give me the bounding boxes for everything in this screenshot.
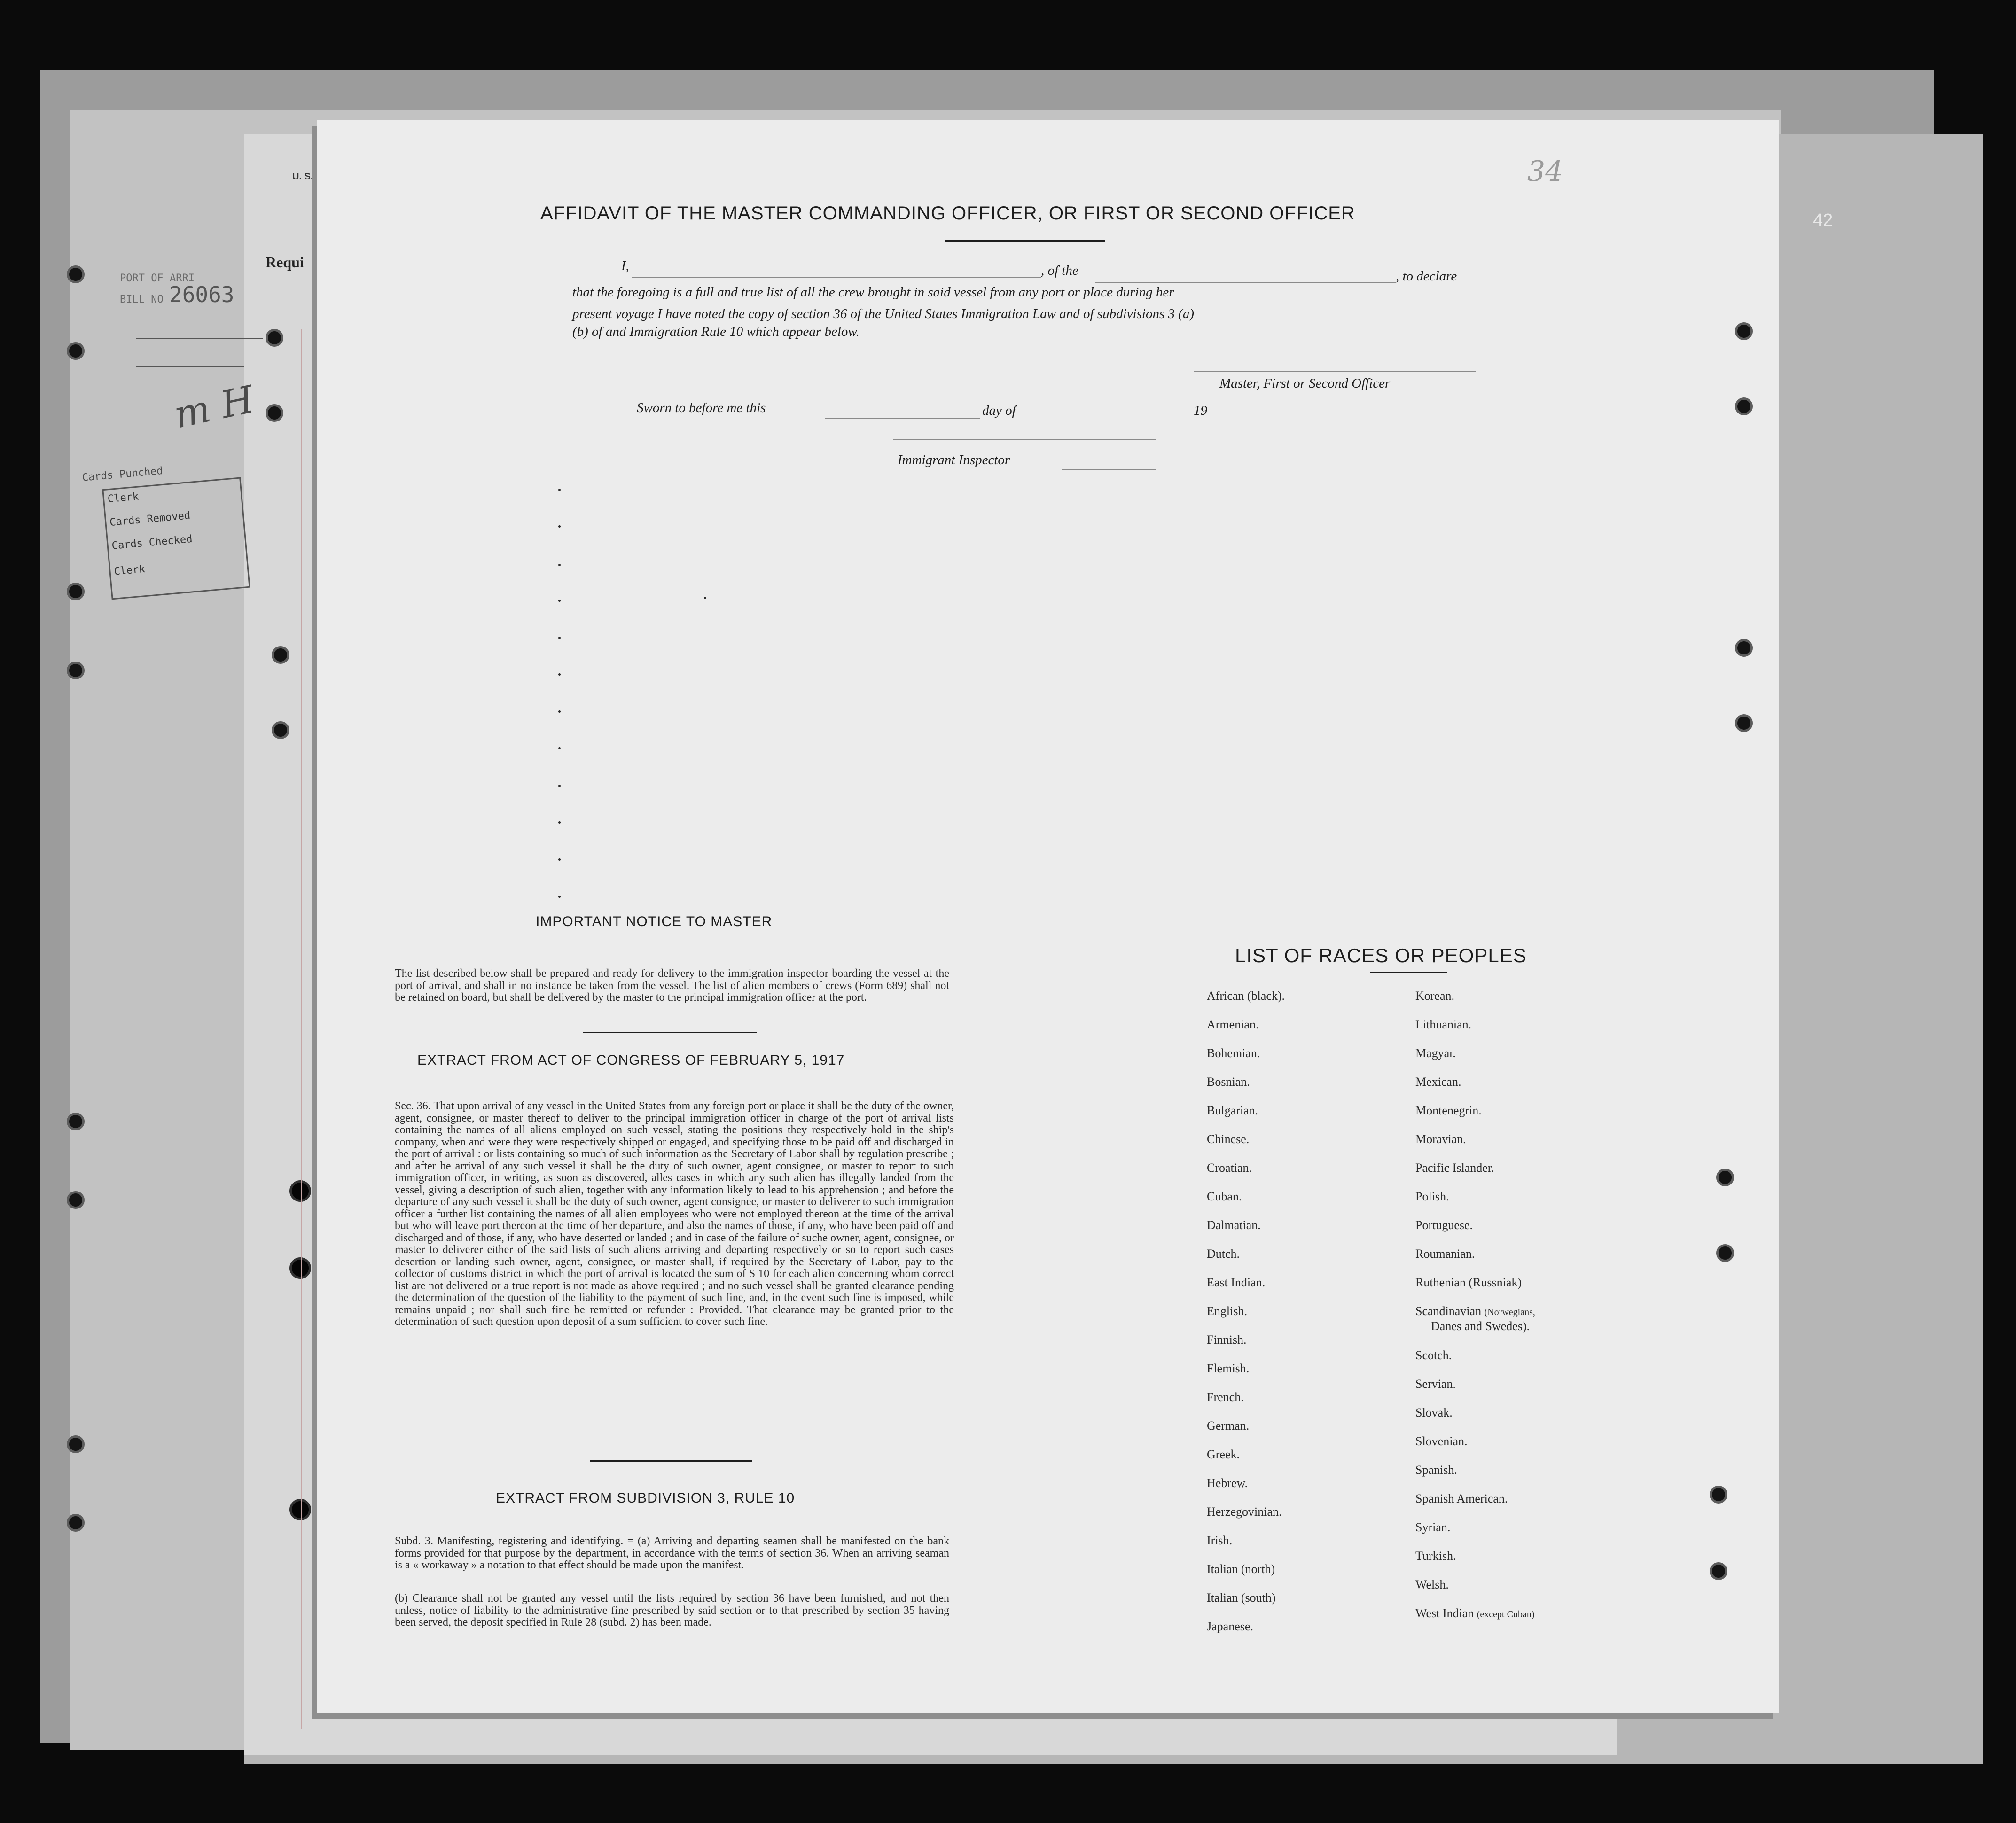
race-item: Bulgarian. <box>1207 1104 1258 1117</box>
bill-no-stamp: BILL NO <box>120 294 164 305</box>
race-item: Magyar. <box>1415 1046 1456 1060</box>
notice-title: IMPORTANT NOTICE TO MASTER <box>536 914 773 929</box>
column-dot <box>558 673 561 676</box>
cards-removed-label: Cards Removed <box>109 510 191 529</box>
race-note: (Norwegians, <box>1484 1307 1535 1317</box>
signature-label: Master, First or Second Officer <box>1219 376 1391 391</box>
cards-checked-label: Cards Checked <box>111 533 193 552</box>
race-item-west-indian <box>1415 1606 1535 1620</box>
inspector-signature-line <box>893 439 1156 440</box>
punch-hole <box>266 329 283 347</box>
column-dot <box>558 525 561 528</box>
punch-hole <box>289 1499 311 1520</box>
race-item: Scotch. <box>1415 1348 1452 1362</box>
handwritten-initials: m H <box>170 377 258 437</box>
affidavit-line-4: (b) of and Immigration Rule 10 which appear below. <box>572 324 860 339</box>
column-dot <box>558 489 561 491</box>
race-item: Slovenian. <box>1415 1434 1468 1448</box>
race-item: Welsh. <box>1415 1578 1449 1591</box>
affidavit-i-label: I, <box>621 258 629 273</box>
punch-hole <box>67 1435 85 1453</box>
act-rule <box>590 1460 752 1462</box>
column-dot <box>558 564 561 566</box>
race-item-scandinavian <box>1415 1304 1535 1318</box>
affidavit-line-3: present voyage I have noted the copy of section 36 of the United States Immigration Law and of subdivisions 3 (a) <box>572 306 1195 321</box>
races-title: LIST OF RACES OR PEOPLES <box>1235 944 1527 966</box>
cards-stamp-box <box>82 459 247 599</box>
column-dot <box>558 785 561 787</box>
race-item: Korean. <box>1415 989 1455 1003</box>
race-item: Japanese. <box>1207 1620 1253 1633</box>
race-item: English. <box>1207 1304 1247 1318</box>
race-item: Lithuanian. <box>1415 1018 1472 1031</box>
race-item: Polish. <box>1415 1190 1449 1203</box>
punch-hole <box>272 721 289 739</box>
punch-hole <box>1735 714 1753 732</box>
year-prefix: 19 <box>1194 403 1207 418</box>
affidavit-of-the: , of the <box>1041 263 1078 278</box>
race-item: Italian (north) <box>1207 1562 1275 1576</box>
race-item: Dutch. <box>1207 1247 1240 1261</box>
punch-hole <box>67 662 85 679</box>
race-item: Croatian. <box>1207 1161 1252 1175</box>
race-item: Portuguese. <box>1415 1218 1473 1232</box>
race-name: West Indian <box>1415 1606 1474 1620</box>
rule-title: EXTRACT FROM SUBDIVISION 3, RULE 10 <box>496 1490 795 1506</box>
race-item: African (black). <box>1207 989 1285 1003</box>
race-item: Mexican. <box>1415 1075 1461 1089</box>
inspector-label: Immigrant Inspector <box>898 452 1010 467</box>
clerk-label: Clerk <box>113 563 146 578</box>
signature-line <box>1194 371 1476 372</box>
race-item: Roumanian. <box>1415 1247 1475 1261</box>
rule-text-b: (b) Clearance shall not be granted any vessel until the lists required by section 36 have been furnished, and not then unless, notice of liability to the administrative fine prescribed by said section or to that prescribed by section 35 having been served, the deposit specified in Rule 28 (subd. 2) has been made. <box>395 1592 949 1628</box>
punch-hole <box>1710 1562 1727 1580</box>
us-label: U. S. <box>292 171 313 182</box>
page-number: 42 <box>1813 210 1833 230</box>
punch-hole <box>1716 1244 1734 1262</box>
race-item: Greek. <box>1207 1448 1240 1461</box>
race-item: Flemish. <box>1207 1362 1250 1375</box>
punch-hole <box>67 342 85 360</box>
day-of-label: day of <box>982 403 1016 418</box>
race-item: Montenegrin. <box>1415 1104 1482 1117</box>
race-item: Servian. <box>1415 1377 1456 1391</box>
stamp-line <box>136 338 263 339</box>
race-name: Scandinavian <box>1415 1304 1482 1318</box>
column-dot <box>558 747 561 749</box>
race-item: Hebrew. <box>1207 1476 1248 1490</box>
race-item: Irish. <box>1207 1534 1233 1547</box>
race-item: East Indian. <box>1207 1276 1266 1289</box>
column-dot <box>558 896 561 898</box>
race-item: Turkish. <box>1415 1549 1456 1563</box>
race-item: Ruthenian (Russniak) <box>1415 1276 1522 1289</box>
race-item: Chinese. <box>1207 1132 1250 1146</box>
punch-hole <box>67 1113 85 1130</box>
sworn-label: Sworn to before me this <box>637 400 766 415</box>
race-item: Italian (south) <box>1207 1591 1276 1605</box>
column-dot <box>558 710 561 713</box>
port-of-arrival-stamp: PORT OF ARRI <box>120 273 195 284</box>
race-item: Slovak. <box>1415 1406 1453 1419</box>
race-item: Cuban. <box>1207 1190 1242 1203</box>
heading-rule <box>945 240 1105 242</box>
race-item: Dalmatian. <box>1207 1218 1261 1232</box>
punch-hole <box>289 1180 311 1202</box>
act-text: Sec. 36. That upon arrival of any vessel in the United States from any foreign port or place it shall be the duty of the owner, agent, consignee, or master thereof to deliver to the principal immigration officer in charge of the port of arrival lists containing the names of all aliens employed on such vessel, stating the positions they respectively hold in the ship's company, when and were they were respectively shipped or engaged, and specifying those to be paid off and discharged in the port of arrival : or lists containing so much of such information as the Secretary of Labor shall by regulation prescribe ; and after he arrival of any such vessel it shall be the duty of such owner, agent consignee, or master to report to such immigration officer, in writing, as soon as discovered, alles cases in which any such alien has illegally landed from the vessel, giving a description of such alien, together with any information likely to lead to his apprehension ; and before the departure of any such vessel it shall be the duty of such owner, agent consignee, or master to deliverer to such immigration officer a further list containing the names of all alien employees who were not employed thereon at the time of the arrival but who will leave port thereon at the time of her departure, and also the names of those, if any, who have been paid off and discharged and of those, if any, who have deserted or landed ; and in case of the failure of suche owner, agent, consignee, or master to deliverer either of the said lists of such aliens arriving and departing respectively or so to report such cases desertion or landing such owner, agent, consignee, or master shall, if required by the Secretary of Labor, pay to the collector of customs district in which the port of arrival is located the sum of $ 10 for each alien concerning whom correct list are not delivered or a true report is not made as above required ; and no such vessel shall be granted clearance pending the determination of the question of the liability to the payment of such fine, and, in the event such fine is imposed, while remains unpaid ; nor shall such fine be remitted or refunder : Provided. That clearance may be granted prior to the determination of such question upon deposit of a sum sufficient to cover such fine. <box>395 1100 954 1328</box>
race-item: Spanish. <box>1415 1463 1457 1477</box>
column-dot <box>558 637 561 639</box>
vessel-field-line <box>1095 282 1396 283</box>
races-rule <box>1370 972 1447 973</box>
affidavit-line-2: that the foregoing is a full and true list of all the crew brought in said vessel from any port or place during her <box>572 285 1174 300</box>
act-title: EXTRACT FROM ACT OF CONGRESS OF FEBRUARY 5, 1917 <box>417 1052 845 1068</box>
race-item: Moravian. <box>1415 1132 1466 1146</box>
rule-text-a: Subd. 3. Manifesting, registering and identifying. = (a) Arriving and departing seamen shall be manifested on the bank forms provided for that purpose by the department, in accordance with the terms of section 36. When an arriving seaman is a « workaway » a notation to that effect should be made upon the manifest. <box>395 1535 949 1571</box>
punch-hole <box>1710 1486 1727 1504</box>
notice-rule <box>583 1032 757 1033</box>
punch-hole <box>1735 322 1753 340</box>
race-item: Herzegovinian. <box>1207 1505 1282 1519</box>
punch-hole <box>266 404 283 422</box>
punch-hole <box>67 1191 85 1209</box>
handwritten-mark: 34 <box>1527 155 1563 188</box>
race-item: Armenian. <box>1207 1018 1259 1031</box>
bill-number: 26063 <box>169 282 234 307</box>
race-item: Pacific Islander. <box>1415 1161 1494 1175</box>
race-item: Bosnian. <box>1207 1075 1250 1089</box>
race-item: Bohemian. <box>1207 1046 1260 1060</box>
affidavit-heading: AFFIDAVIT OF THE MASTER COMMANDING OFFICER, OR FIRST OR SECOND OFFICER <box>540 203 1355 224</box>
affidavit-to-declare: , to declare <box>1396 269 1457 284</box>
race-item: Syrian. <box>1415 1520 1451 1534</box>
race-note-line-2: Danes and Swedes). <box>1431 1319 1530 1333</box>
punch-hole <box>1735 397 1753 415</box>
column-dot <box>558 821 561 824</box>
cards-punched-label: Cards Punched <box>81 465 164 484</box>
sworn-date-line <box>825 418 980 419</box>
race-item: French. <box>1207 1390 1244 1404</box>
ledger-margin-line <box>301 329 302 1729</box>
requi-label: Requi <box>266 254 304 271</box>
race-item: German. <box>1207 1419 1250 1433</box>
clerk-label: Clerk <box>107 491 140 506</box>
stamp-line <box>136 366 244 367</box>
notice-text: The list described below shall be prepared and ready for delivery to the immigration inspector boarding the vessel at the port of arrival, and shall in no instance be taken from the vessel. The list of alien members of crews (Form 689) shall not be retained on board, but shall be delivered by the master to the principal immigration officer at the port. <box>395 967 949 1004</box>
race-note: (except Cuban) <box>1477 1609 1535 1620</box>
inspector-line <box>1062 469 1156 470</box>
column-dot <box>558 858 561 861</box>
column-dot <box>558 600 561 602</box>
punch-hole <box>67 265 85 283</box>
punch-hole <box>272 646 289 664</box>
punch-hole <box>67 1514 85 1532</box>
punch-hole <box>67 583 85 600</box>
punch-hole <box>1735 639 1753 657</box>
column-dot <box>704 597 706 599</box>
punch-hole <box>1716 1169 1734 1186</box>
race-item: Spanish American. <box>1415 1492 1508 1505</box>
race-item: Finnish. <box>1207 1333 1247 1347</box>
name-field-line <box>632 277 1041 278</box>
punch-hole <box>289 1257 311 1279</box>
